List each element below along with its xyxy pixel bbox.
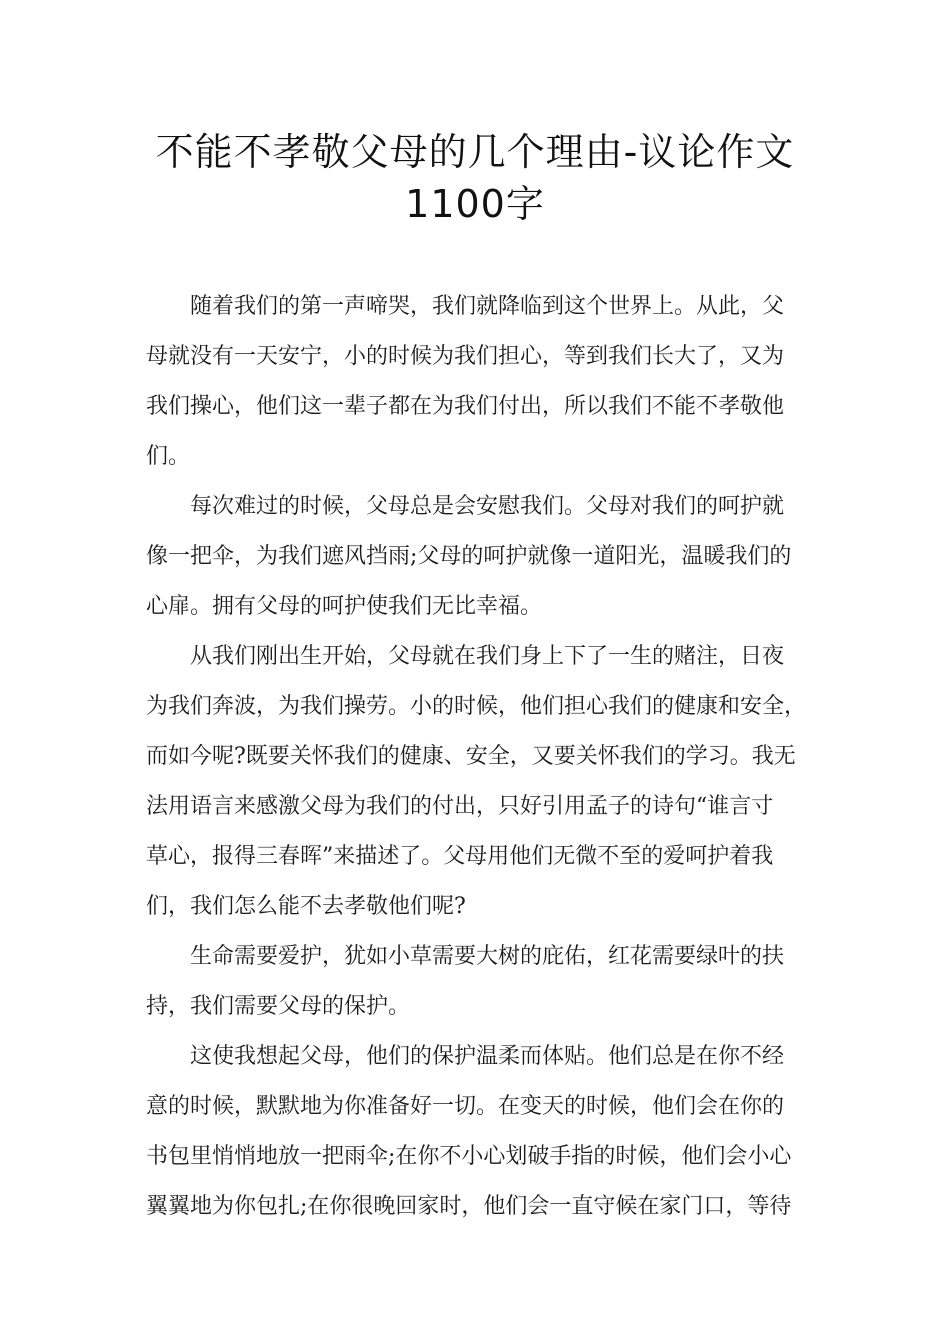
paragraph-line: 像一把伞，为我们遮风挡雨;父母的呵护就像一道阳光，温暖我们的 bbox=[146, 544, 792, 569]
paragraph-4 bbox=[146, 932, 826, 1032]
paragraph-line: 随着我们的第一声啼哭，我们就降临到这个世界上。从此，父 bbox=[190, 294, 785, 319]
paragraph-line: 们。 bbox=[146, 444, 191, 469]
paragraph-line: 每次难过的时候，父母总是会安慰我们。父母对我们的呵护就 bbox=[190, 494, 785, 519]
paragraph-1 bbox=[146, 282, 826, 482]
paragraph-line: 草心，报得三春晖”来描述了。父母用他们无微不至的爱呵护着我 bbox=[146, 844, 774, 869]
document-body bbox=[146, 282, 826, 1232]
paragraph-line: 持，我们需要父母的保护。 bbox=[146, 994, 411, 1019]
paragraph-line: 意的时候，默默地为你准备好一切。在变天的时候，他们会在你的 bbox=[146, 1094, 785, 1119]
paragraph-line: 为我们奔波，为我们操劳。小的时候，他们担心我们的健康和安全， bbox=[146, 694, 807, 719]
title-line-1: 不能不孝敬父母的几个理由-议论作文 bbox=[155, 130, 795, 174]
paragraph-line: 这使我想起父母，他们的保护温柔而体贴。他们总是在你不经 bbox=[190, 1044, 785, 1069]
paragraph-line: 我们操心，他们这一辈子都在为我们付出，所以我们不能不孝敬他 bbox=[146, 394, 785, 419]
paragraph-5 bbox=[146, 1032, 826, 1232]
paragraph-2 bbox=[146, 482, 826, 632]
paragraph-line: 书包里悄悄地放一把雨伞;在你不小心划破手指的时候，他们会小心 bbox=[146, 1144, 792, 1169]
paragraph-line: 们，我们怎么能不去孝敬他们呢? bbox=[146, 894, 466, 919]
paragraph-line: 母就没有一天安宁，小的时候为我们担心，等到我们长大了，又为 bbox=[146, 344, 785, 369]
paragraph-3 bbox=[146, 632, 826, 932]
paragraph-line: 法用语言来感激父母为我们的付出，只好引用孟子的诗句“谁言寸 bbox=[146, 794, 774, 819]
paragraph-line: 生命需要爱护，犹如小草需要大树的庇佑，红花需要绿叶的扶 bbox=[190, 944, 785, 969]
paragraph-line: 翼翼地为你包扎;在你很晚回家时，他们会一直守候在家门口，等待 bbox=[146, 1194, 792, 1219]
paragraph-line: 心扉。拥有父母的呵护使我们无比幸福。 bbox=[146, 594, 543, 619]
paragraph-line: 从我们刚出生开始，父母就在我们身上下了一生的赌注，日夜 bbox=[190, 644, 785, 669]
paragraph-line: 而如今呢?既要关怀我们的健康、安全，又要关怀我们的学习。我无 bbox=[146, 744, 796, 769]
document-title bbox=[0, 126, 950, 230]
title-line-2: 1100字 bbox=[405, 182, 545, 226]
